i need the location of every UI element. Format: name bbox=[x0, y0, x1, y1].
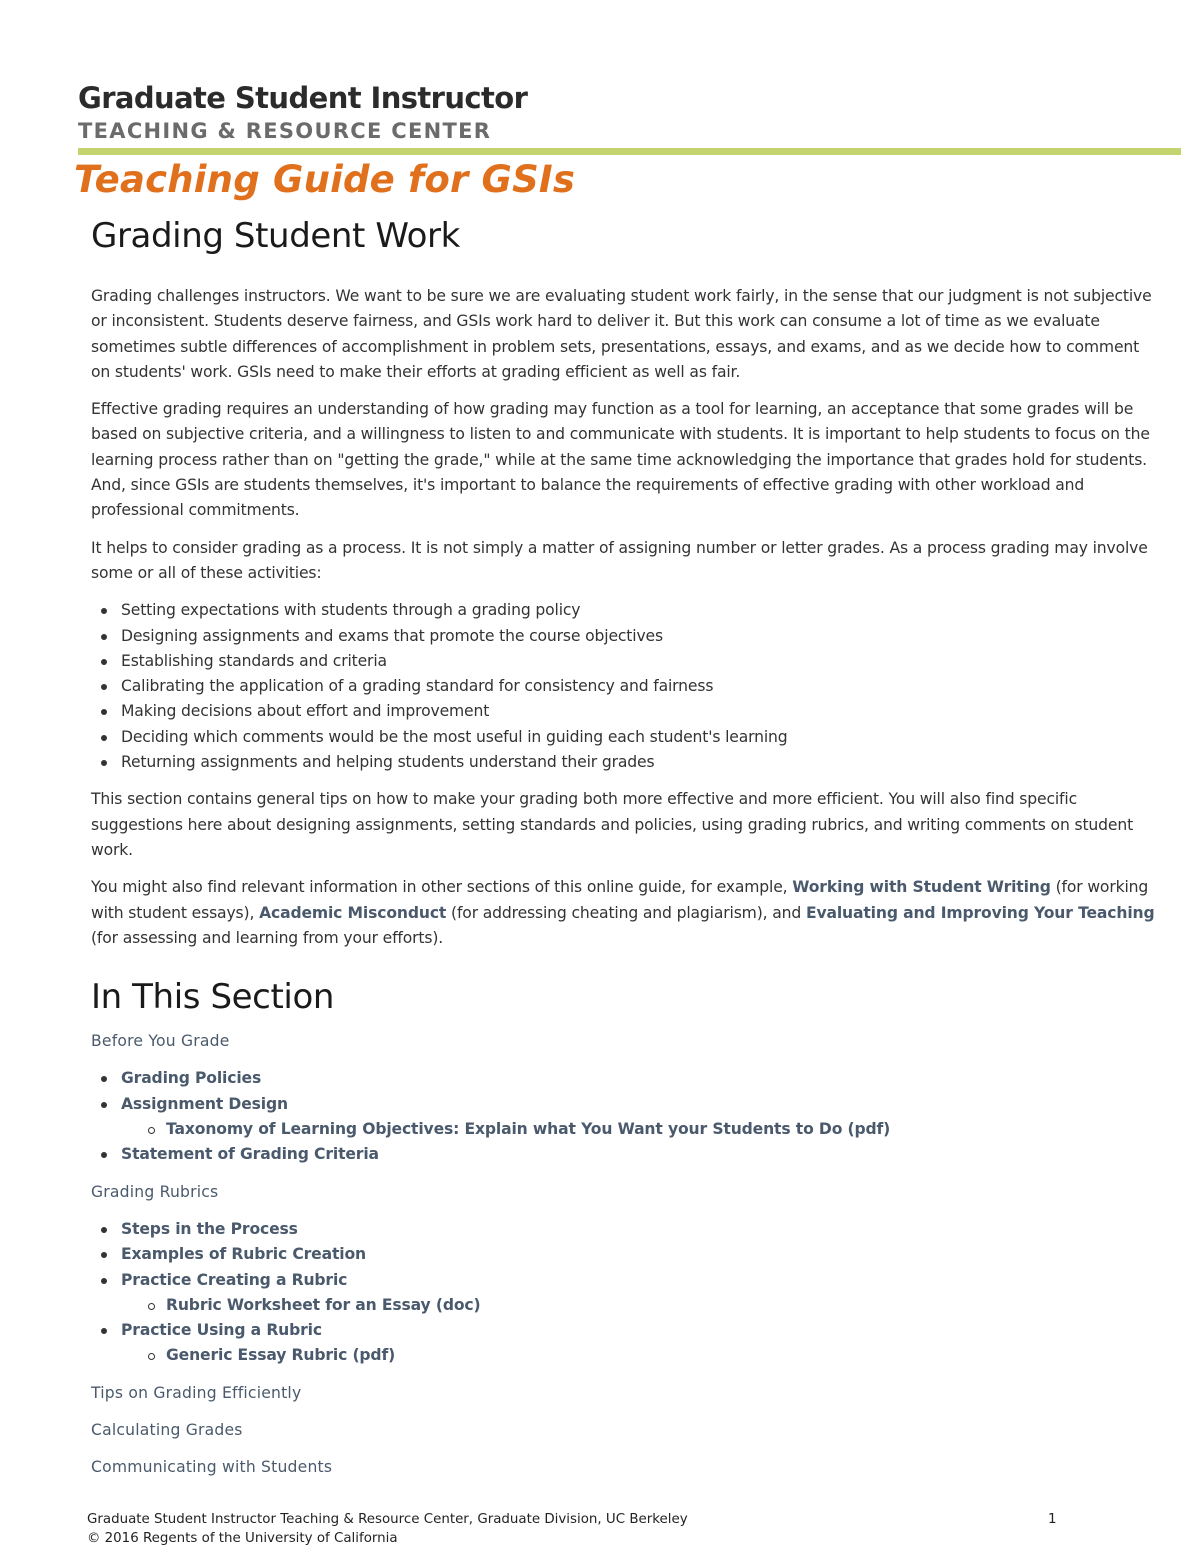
page-number: 1 bbox=[1048, 1512, 1057, 1527]
in-this-section-heading: In This Section bbox=[91, 977, 334, 1018]
activities-list bbox=[91, 598, 1161, 775]
section-paragraph: This section contains general tips on how to make your grading both more effective and more efficient. You will also find specific suggestions here about designing assignments, setting standards and policies, using grading rubrics, and writing comments on student work. bbox=[91, 790, 1134, 859]
related-intro: You might also find relevant information in other sections of this online guide, for example, bbox=[91, 878, 793, 897]
section-group-grading-rubrics bbox=[91, 1180, 1161, 1205]
org-name: Graduate Student Instructor bbox=[78, 81, 528, 115]
intro-paragraph-2: Effective grading requires an understanding of how grading may function as a tool for learning, an acceptance that some grades will be based on subjective criteria, and a willingness to listen to and communicate with students. It is important to help students to focus on the learning process rather than on "getting the grade," while at the same time acknowledging the importance that grades hold for students. And, since GSIs are students themselves, it's important to balance the requirements of effective grading with other workload and professional commitments. bbox=[91, 400, 1150, 520]
header-org bbox=[78, 80, 638, 145]
link-generic-essay-rubric-pdf[interactable]: Generic Essay Rubric (pdf) bbox=[166, 1346, 396, 1365]
list-item: Designing assignments and exams that promote the course objectives bbox=[91, 624, 1161, 649]
link-communicating-with-students[interactable]: Communicating with Students bbox=[91, 1458, 333, 1477]
main-content bbox=[91, 212, 1161, 1493]
link-grading-rubrics[interactable]: Grading Rubrics bbox=[91, 1182, 219, 1201]
link-calculating-grades[interactable]: Calculating Grades bbox=[91, 1420, 243, 1439]
org-subtitle: TEACHING & RESOURCE CENTER bbox=[78, 119, 492, 143]
section-group-communicating bbox=[91, 1455, 1161, 1480]
related-mid-2: (for addressing cheating and plagiarism), and bbox=[446, 903, 806, 922]
list-item: Calibrating the application of a grading standard for consistency and fairness bbox=[91, 674, 1161, 699]
list-item bbox=[91, 1268, 1161, 1319]
list-item: Making decisions about effort and improvement bbox=[91, 699, 1161, 724]
link-examples-rubric-creation[interactable]: Examples of Rubric Creation bbox=[121, 1245, 366, 1264]
link-working-with-student-writing[interactable]: Working with Student Writing bbox=[792, 878, 1051, 897]
link-tips-grading-efficiently[interactable]: Tips on Grading Efficiently bbox=[91, 1383, 302, 1402]
link-before-you-grade[interactable]: Before You Grade bbox=[91, 1032, 230, 1051]
related-paragraph bbox=[91, 875, 1161, 951]
section-group-before-you-grade bbox=[91, 1029, 1161, 1054]
list-item: Returning assignments and helping students understand their grades bbox=[91, 750, 1161, 775]
link-statement-grading-criteria[interactable]: Statement of Grading Criteria bbox=[121, 1145, 379, 1164]
section-group-calculating bbox=[91, 1418, 1161, 1443]
list-item bbox=[121, 1293, 1161, 1318]
sub-list bbox=[121, 1293, 1161, 1318]
guide-title: Teaching Guide for GSIs bbox=[74, 158, 576, 201]
sub-list bbox=[121, 1117, 1161, 1142]
list-item bbox=[91, 1066, 1161, 1091]
link-rubric-worksheet-doc[interactable]: Rubric Worksheet for an Essay (doc) bbox=[166, 1295, 481, 1314]
section-group-tips bbox=[91, 1381, 1161, 1406]
link-evaluating-improving-teaching[interactable]: Evaluating and Improving Your Teaching bbox=[805, 903, 1155, 922]
intro-paragraph-1: Grading challenges instructors. We want to be sure we are evaluating student work fairly, in the sense that our judgment is not subjective or inconsistent. Students deserve fairness, and GSIs work hard to deliver it. But this work can consume a lot of time as we evaluate sometimes subtle differences of accomplishment in problem sets, presentations, essays, and exams, and as we decide how to comment on students' work. GSIs need to make their efforts at grading efficient as well as fair. bbox=[91, 287, 1152, 381]
list-item bbox=[91, 1217, 1161, 1242]
list-item bbox=[91, 1142, 1161, 1167]
header-rule bbox=[78, 148, 1181, 155]
list-item bbox=[91, 1092, 1161, 1143]
link-grading-policies[interactable]: Grading Policies bbox=[121, 1069, 262, 1088]
link-practice-using-rubric[interactable]: Practice Using a Rubric bbox=[121, 1321, 322, 1340]
before-you-grade-list bbox=[91, 1066, 1161, 1167]
link-steps-in-process[interactable]: Steps in the Process bbox=[121, 1219, 298, 1238]
link-academic-misconduct[interactable]: Academic Misconduct bbox=[259, 903, 447, 922]
link-taxonomy-pdf[interactable]: Taxonomy of Learning Objectives: Explain what You Want your Students to Do (pdf) bbox=[166, 1120, 891, 1139]
footer-line-1: Graduate Student Instructor Teaching & Resource Center, Graduate Division, UC Berkeley bbox=[87, 1512, 688, 1527]
link-assignment-design[interactable]: Assignment Design bbox=[121, 1094, 288, 1113]
list-item: Establishing standards and criteria bbox=[91, 649, 1161, 674]
related-end: (for assessing and learning from your efforts). bbox=[91, 928, 444, 947]
list-item: Deciding which comments would be the most useful in guiding each student's learning bbox=[91, 725, 1161, 750]
footer-copyright: © 2016 Regents of the University of California bbox=[87, 1531, 398, 1546]
list-item bbox=[91, 1318, 1161, 1369]
page-title: Grading Student Work bbox=[91, 216, 460, 256]
page-footer bbox=[87, 1510, 1067, 1548]
list-item bbox=[121, 1343, 1161, 1368]
list-item: Setting expectations with students through a grading policy bbox=[91, 598, 1161, 623]
list-item bbox=[91, 1242, 1161, 1267]
sub-list bbox=[121, 1343, 1161, 1368]
link-practice-creating-rubric[interactable]: Practice Creating a Rubric bbox=[121, 1270, 348, 1289]
related-mid-1: (for working with student essays), bbox=[91, 878, 1149, 922]
intro-paragraph-3: It helps to consider grading as a process. It is not simply a matter of assigning number or letter grades. As a process grading may involve some or all of these activities: bbox=[91, 538, 1148, 582]
grading-rubrics-list bbox=[91, 1217, 1161, 1369]
list-item bbox=[121, 1117, 1161, 1142]
